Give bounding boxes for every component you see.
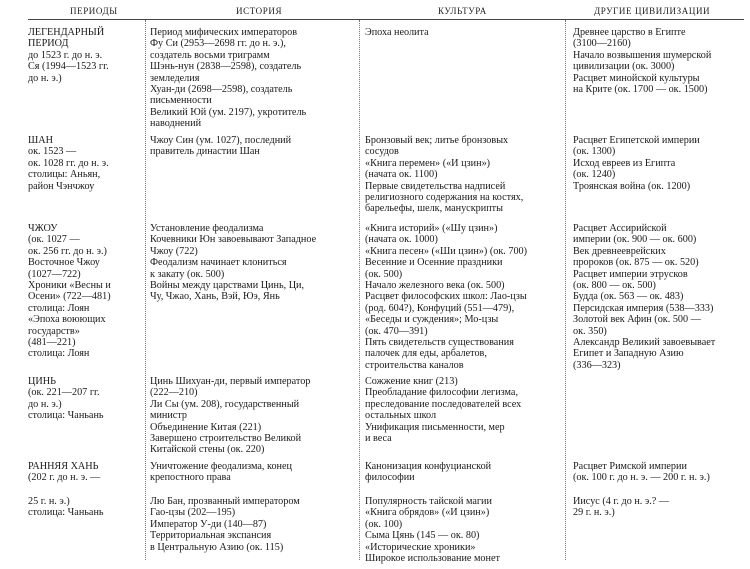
history-cell: Лю Бан, прозванный императором Гао-цзы (202—195) Император У-ди (140—87) Территориальная экспансия в Центральную Азию (ок. 115) xyxy=(150,496,300,553)
header-rule xyxy=(28,19,744,20)
other-civilizations-cell: Иисус (4 г. до н. э.? — 29 г. н. э.) xyxy=(573,496,670,519)
culture-cell: Популярность тайской магии «Книга обрядов» («И цзин») (ок. 100) Сыма Цянь (145 — ок. 80) «Исторические хроники» Широкое использование монет xyxy=(365,496,500,565)
period-cell: ЛЕГЕНДАРНЫЙ ПЕРИОД до 1523 г. до н. э. Ся (1994—1523 гг. до н. э.) xyxy=(28,27,109,84)
culture-cell: Канонизация конфуцианской философии xyxy=(365,461,492,484)
culture-cell: Бронзовый век; литье бронзовых сосудов «Книга перемен» («И цзин») (начата ок. 1100) Первые свидетельства надписей религиозного содержания на костях, барельефы, шелк, манускрипты xyxy=(365,135,524,215)
header-history: ИСТОРИЯ xyxy=(236,6,283,16)
period-cell: 25 г. н. э.) столица: Чаньань xyxy=(28,496,104,519)
period-cell: ЧЖОУ (ок. 1027 — ок. 256 гг. до н. э.) Восточное Чжоу (1027—722) Хроники «Весны и Осени» (722—481) столица: Лоян «Эпоха воюющих государств» (481—221) столица: Лоян xyxy=(28,223,111,360)
header-periods: ПЕРИОДЫ xyxy=(70,6,118,16)
other-civilizations-cell: Расцвет Римской империи (ок. 100 г. до н. э. — 200 г. н. э.) xyxy=(573,461,710,484)
history-cell: Уничтожение феодализма, конец крепостного права xyxy=(150,461,292,484)
period-cell: ШАН ок. 1523 — ок. 1028 гг. до н. э. столицы: Аньян, район Чэнчжоу xyxy=(28,135,109,192)
history-cell: Чжоу Син (ум. 1027), последний правитель династии Шан xyxy=(150,135,292,158)
header-other-civilizations: ДРУГИЕ ЦИВИЛИЗАЦИИ xyxy=(594,6,711,16)
history-cell: Цинь Шихуан-ди, первый император (222—210) Ли Сы (ум. 208), государственный министр Объединение Китая (221) Завершено строительство Великой Китайской стены (ок. 220) xyxy=(150,376,311,456)
period-cell: РАННЯЯ ХАНЬ (202 г. до н. э. — xyxy=(28,461,101,484)
culture-cell: «Книга историй» («Шу цзин») (начата ок. 1000) «Книга песен» («Ши цзин») (ок. 700) Весенние и Осенние праздники (ок. 500) Начало железного века (ок. 500) Расцвет философских школ: Лао-цзы (род. 604?), Конфуций (551—479), «Беседы и суждения»; Мо-цзы (ок. 470—391) Пять свидетельств существования палочек для еды, арбалетов, строительства каналов xyxy=(365,223,528,371)
column-divider xyxy=(565,20,566,560)
other-civilizations-cell: Расцвет Египетской империи (ок. 1300) Исход евреев из Египта (ок. 1240) Троянская война (ок. 1200) xyxy=(573,135,700,192)
culture-cell: Сожжение книг (213) Преобладание философии легизма, преследование последователей всех остальных школ Унификация письменности, мер и веса xyxy=(365,376,522,445)
column-divider xyxy=(359,20,360,560)
period-cell: ЦИНЬ (ок. 221—207 гг. до н. э.) столица: Чаньань xyxy=(28,376,104,422)
other-civilizations-cell: Расцвет Ассирийской империи (ок. 900 — ок. 600) Век древнееврейских пророков (ок. 875 — ок. 520) Расцвет империи этрусков (ок. 800 — ок. 500) Будда (ок. 563 — ок. 483) Персидская империя (538—333) Золотой век Афин (ок. 500 — ок. 350) Александр Великий завоевывает Египет и Западную Азию (336—323) xyxy=(573,223,716,371)
history-cell: Период мифических императоров Фу Си (2953—2698 гг. до н. э.), создатель восьми триграмм Шэнь-нун (2838—2598), создатель земледелия Хуан-ди (2698—2598), создатель письменности Великий Юй (ум. 2197), укротитель наводнений xyxy=(150,27,307,130)
history-cell: Установление феодализма Кочевники Юн завоевывают Западное Чжоу (722) Феодализм начинает клониться к закату (ок. 500) Войны между царствами Цинь, Ци, Чу, Чжао, Хань, Вэй, Юэ, Янь xyxy=(150,223,317,303)
header-culture: КУЛЬТУРА xyxy=(438,6,487,16)
column-divider xyxy=(145,20,146,560)
culture-cell: Эпоха неолита xyxy=(365,27,429,38)
other-civilizations-cell: Древнее царство в Египте (3100—2160) Начало возвышения шумерской цивилизации (ок. 3000) Расцвет минойской культуры на Крите (ок. 1700 — ок. 1500) xyxy=(573,27,712,96)
